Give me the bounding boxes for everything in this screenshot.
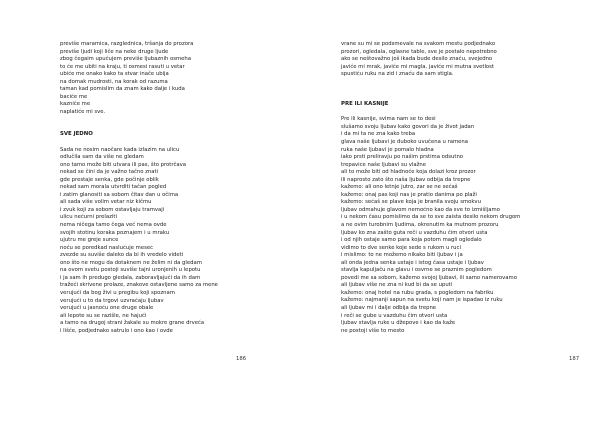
poem-line: tražeći skrivene prolaze, znakove ostavljene samo za mene — [60, 282, 218, 289]
poem-line: vrane su mi se podsmevale na svakom mestu podjednako — [341, 41, 496, 47]
poem-line: na domak mudrosti, na korak od razuma — [60, 78, 168, 85]
poem-line: previše maramica, razglednica, tršanja do prozora — [60, 41, 194, 47]
left-page-number: 186 — [236, 356, 247, 362]
poem-line: ali ljubav više ne zna ni kud bi da se uputi — [341, 282, 453, 289]
poem-line: naplatiće mi sve. — [60, 108, 106, 115]
stanza-gap — [60, 116, 260, 131]
poem-line: prozori, ogledala, oglasne table, sve je postalo nepotrebno — [341, 48, 497, 55]
poem-title: SVE JEDNO — [60, 131, 93, 138]
poem-line: ali to može biti od hladnoće koja dolazi kroz prozor — [341, 169, 476, 176]
poem-line: javiće mi mrak, javiće mi magla, javiće mi mutna svetlost — [341, 63, 495, 70]
poem-line: i od njih ostaje samo para koja potom magli ogledalo — [341, 237, 482, 244]
poem-line: i zvuk koji za sobom ostavljaju tramvaji — [60, 206, 165, 213]
poem-line: kažemo: onaj hotel na rubu grada, s pogledom na fabriku — [341, 289, 494, 296]
poem-line: kažemo: sećaš se plave koja je branila svoju smokvu — [341, 199, 481, 206]
poem-line: trepavice naše ljubavi su vlažne — [341, 161, 427, 168]
left-text-column — [60, 41, 260, 335]
poem-line: ubiće me onako kako ta stvar inače ubija — [60, 71, 169, 78]
poem-line: povedi me sa sobom, kažemo svojoj ljubavi, ili samo namerovamo — [341, 274, 517, 281]
right-page — [300, 0, 600, 423]
poem-line: zvezde su suviše daleko da bi ih vredelo videti — [60, 252, 184, 259]
poem-line: glava naše ljubavi je duboko uvučena u ramena — [341, 138, 468, 145]
poem-line: ne postoji više to mesto — [341, 327, 405, 334]
poem-line: verujući da bog živi u pregibu koji spoznam — [60, 289, 175, 296]
poem-line: stavlja kapuljaču na glavu i osvrne se praznim pogledom — [341, 267, 492, 274]
poem-line: Sada ne nosim naočare kada izlazim na ulicu — [60, 146, 180, 153]
poem-line: ono što ne mogu da dotaknem ne želim ni da gledam — [60, 259, 202, 266]
poem-line: a tamo na drugoj strani žakale su mokre grane drveća — [60, 320, 205, 327]
poem-line: i mislimo: to ne možemo nikako biti ljubav i ja — [341, 252, 463, 259]
poem-line: baciće me — [60, 93, 88, 100]
poem-line: vidimo to dve senke koje sede s rukom u ruci — [341, 244, 461, 251]
poem-line: to će me ubiti na kraju, ti osmesi rasuti u vetar — [60, 63, 185, 70]
poem-line: i zatim glanositi sa sobom čitav dan u očima — [60, 191, 179, 198]
poem-line: na ovom svetu postoji suviše tajni uronjenih u lepotu — [60, 267, 201, 274]
poem-line: i u nekom času pomislimo da se to sve zaista desilo nekom drugom — [341, 214, 521, 221]
stanza-gap — [341, 109, 551, 117]
poem-line: noću se poredkad naslućuje mesec — [60, 244, 154, 251]
poem-line: ali lepote su se razišle, ne hajući — [60, 312, 147, 319]
poem-line: zbog čegaim upućujem previše ljubaznih osmeha — [60, 56, 192, 63]
poem-title: PRE ILI KASNIJE — [341, 101, 389, 108]
poem-line: ali ljubav mi i dalje odbija da trepne — [341, 305, 437, 311]
poem-line: kažemo: najmanji sapun na svetu koji nam je ispadao iz ruku — [341, 297, 503, 304]
poem-line: ono tamo može biti utvara ili pas, što protrčava — [60, 161, 186, 168]
stanza-gap — [341, 94, 551, 102]
poem-line: iako prsti preliravju po našim prstima odsutno — [341, 154, 464, 161]
poem-line: i ja sam ih predugo gledala, zaboravljajući da ih dam — [60, 274, 201, 281]
poem-line: verujući u to da trgovi uzvraćaju ljubav — [60, 297, 164, 304]
poem-line: verujući u jasnoću one druge obale — [60, 305, 154, 312]
poem-line: kazniće me — [60, 101, 91, 108]
poem-line: ili naprosto zato što naša ljubav odbija da trepne — [341, 176, 471, 183]
poem-line: i da mi ta ne zna kako treba — [341, 131, 416, 138]
poem-line: ujutru me greje sunce — [60, 237, 119, 244]
poem-line: ljubav stavlja ruke u džepove i kao da kaže — [341, 320, 456, 327]
right-page-number: 187 — [569, 356, 580, 362]
stanza-gap — [60, 139, 260, 147]
poem-line: nema ničega tamo čega već nema ovde — [60, 222, 167, 229]
poem-line: nekad se čini da je važno tačno znati — [60, 169, 159, 176]
poem-line: ako se neštovažno još ikada bude desilo znaću, svejedno — [341, 56, 493, 63]
poem-line: spustiću ruku na zid i znaću da sam stigla. — [341, 71, 454, 78]
poem-line: slušamo svoju ljubav kako govori da je život jadan — [341, 123, 475, 130]
poem-line: odlučila sam da više ne gledam — [60, 154, 144, 161]
poem-line: taman kad pomislim da znam kako dalje i kuda — [60, 86, 185, 93]
stanza-gap — [341, 79, 551, 94]
poem-line: ljubav ko zna zašto guta reči u vazduhu čim otvori usta — [341, 229, 488, 236]
poem-line: i lišće, podjednako satrulo i ono kao i ovde — [60, 327, 173, 334]
poem-line: i reči se gube u vazduhu čim otvori usta — [341, 312, 448, 319]
poem-line: a ne ovim turobnim ljudima, okrenutim ka mutnom prozoru — [341, 221, 499, 228]
poem-line: nekad sam morala utvrditi tačan pogled — [60, 184, 167, 191]
poem-line: previše ljudi koji liče na neke druge ljude — [60, 48, 169, 55]
poem-line: svojih stotinu koraka poznajem i u mraku — [60, 229, 170, 236]
poem-line: ali onda jedna senka ustaje i istog časa ustaje i ljubav — [341, 259, 484, 266]
poem-line: ali sada više volim vetar niz kičmu — [60, 199, 152, 206]
poem-line: ruka naše ljubavi je pomalo hladna — [341, 146, 434, 153]
poem-line: kažemo: onaj pas koji nas je pratio danima po plaži — [341, 191, 477, 198]
poem-line: gde prestaje senka, gde počinje oblik — [60, 176, 159, 183]
right-text-column — [341, 41, 551, 335]
poem-line: ljubav odmahuje glavom nemoćno kao da sve to izmišljamo — [341, 206, 500, 213]
poem-line: ulicu nećurni prelaziti — [60, 214, 117, 221]
poem-line: Pre ili kasnije, svima nam se to desi — [341, 116, 436, 123]
poem-line: kažemo: ali ono letnje jutro, zar se ne sećaš — [341, 184, 458, 191]
